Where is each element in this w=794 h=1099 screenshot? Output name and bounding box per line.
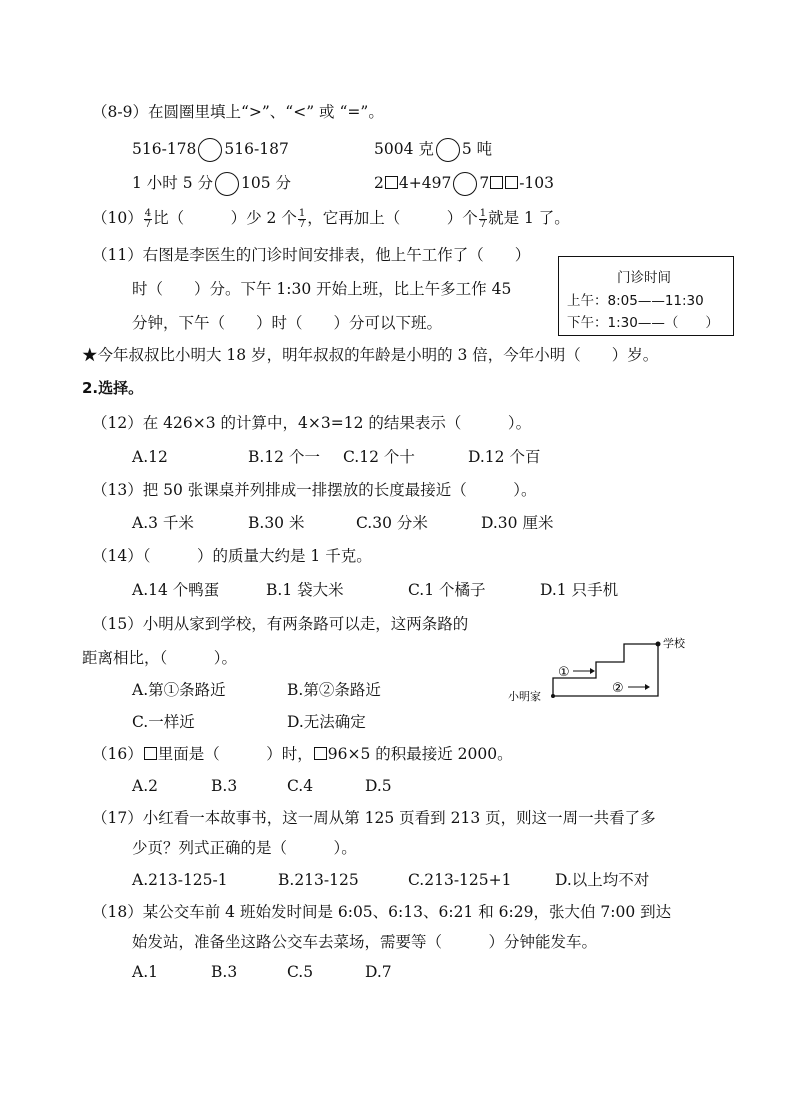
q12-stem: （12）在 426×3 的计算中，4×3=12 的结果表示（ ）。	[92, 414, 532, 432]
blank-square[interactable]	[490, 176, 503, 189]
answer-circle[interactable]	[453, 172, 477, 196]
text: 里面是（ ）时，	[157, 745, 313, 763]
q15-option-d[interactable]: D.无法确定	[287, 713, 366, 731]
q14-option-a[interactable]: A.14 个鸭蛋	[132, 581, 220, 599]
blank-square[interactable]	[505, 176, 518, 189]
school-dot	[656, 642, 661, 647]
q13-option-d[interactable]: D.30 厘米	[481, 514, 554, 532]
arrow-icon	[590, 668, 595, 674]
q11-line3: 分钟，下午（ ）时（ ）分可以下班。	[132, 314, 443, 332]
question-number: （16）	[92, 745, 143, 763]
q13-stem: （13）把 50 张课桌并列排成一排摆放的长度最接近（ ）。	[92, 481, 537, 499]
text: 96×5 的积最接近 2000。	[327, 745, 513, 763]
text: 比（ ）少 2 个	[153, 209, 297, 227]
q8-9-row2-a	[132, 172, 291, 196]
fraction: $\frac{1}{7}$	[298, 207, 306, 230]
q17-option-d[interactable]: D.以上均不对	[555, 871, 650, 889]
answer-circle[interactable]	[436, 138, 460, 162]
digit: 2	[374, 174, 384, 192]
blank-square[interactable]	[314, 747, 327, 760]
q13-option-a[interactable]: A.3 千米	[132, 514, 194, 532]
q14-option-b[interactable]: B.1 袋大米	[266, 581, 344, 599]
digit: 7	[479, 174, 490, 192]
q13-option-c[interactable]: C.30 分米	[356, 514, 428, 532]
q17-option-c[interactable]: C.213-125+1	[408, 871, 512, 889]
home-dot	[551, 694, 555, 698]
q14-option-c[interactable]: C.1 个橘子	[408, 581, 486, 599]
q16-option-b[interactable]: B.3	[211, 777, 238, 795]
compare-left: 1 小时 5 分	[132, 174, 214, 192]
q16-option-a[interactable]: A.2	[132, 777, 158, 795]
school-label: 学校	[663, 637, 685, 650]
compare-right: 105 分	[241, 174, 292, 192]
clinic-hours-table	[558, 256, 734, 336]
expr: -103	[519, 174, 555, 192]
q8-9-row1-a	[132, 138, 289, 162]
q16-stem	[92, 744, 513, 764]
star-question: ★今年叔叔比小明大 18 岁，明年叔叔的年龄是小明的 3 倍，今年小明（ ）岁。	[82, 346, 659, 364]
q18-option-d[interactable]: D.7	[365, 963, 392, 981]
q15-line1: （15）小明从家到学校，有两条路可以走，这两条路的	[92, 615, 469, 633]
q14-option-d[interactable]: D.1 只手机	[540, 581, 619, 599]
fraction: $\frac{4}{7}$	[144, 207, 152, 230]
q18-line1: （18）某公交车前 4 班始发时间是 6:05、6:13、6:21 和 6:29，张大伯 7:00 到达	[92, 903, 672, 921]
clinic-hours-title: 门诊时间	[617, 270, 671, 286]
q18-option-c[interactable]: C.5	[287, 963, 314, 981]
answer-circle[interactable]	[198, 138, 222, 162]
q12-option-c[interactable]: C.12 个十	[343, 448, 415, 466]
clinic-hours-pm: 下午：1:30——（ ）	[567, 315, 719, 331]
route-1-label: ①	[558, 665, 570, 680]
q15-option-a[interactable]: A.第①条路近	[132, 681, 226, 699]
answer-circle[interactable]	[215, 172, 239, 196]
compare-right: 5 吨	[461, 140, 493, 158]
q18-line2: 始发站，准备坐这路公交车去菜场，需要等（ ）分钟能发车。	[132, 933, 598, 951]
q17-option-a[interactable]: A.213-125-1	[132, 871, 228, 889]
q8-9-row1-b	[374, 138, 492, 162]
q15-option-b[interactable]: B.第②条路近	[287, 681, 381, 699]
q8-9-row2-b	[374, 172, 554, 196]
q8-9-title: （8-9）在圆圈里填上“>”、“<” 或 “=”。	[92, 103, 384, 121]
q12-option-b[interactable]: B.12 个一	[248, 448, 320, 466]
clinic-hours-am: 上午：8:05——11:30	[567, 293, 704, 309]
blank-square[interactable]	[385, 176, 398, 189]
q16-option-d[interactable]: D.5	[365, 777, 392, 795]
q17-line1: （17）小红看一本故事书，这一周从第 125 页看到 213 页，则这一周一共看了多	[92, 809, 656, 827]
q12-option-d[interactable]: D.12 个百	[468, 448, 541, 466]
q17-option-b[interactable]: B.213-125	[278, 871, 359, 889]
q18-option-a[interactable]: A.1	[132, 963, 158, 981]
q12-option-a[interactable]: A.12	[132, 448, 168, 466]
q10	[92, 208, 570, 230]
fraction: $\frac{1}{7}$	[479, 207, 487, 230]
route-diagram	[508, 630, 698, 710]
q15-option-c[interactable]: C.一样近	[132, 713, 195, 731]
route-2-label: ②	[612, 681, 624, 696]
q15-line2: 距离相比，（ ）。	[82, 649, 238, 667]
arrow-icon	[645, 684, 650, 690]
compare-right: 516-187	[224, 140, 289, 158]
question-number: （10）	[92, 209, 143, 227]
compare-left: 516-178	[132, 140, 197, 158]
text: 就是 1 了。	[488, 209, 570, 227]
blank-square[interactable]	[144, 747, 157, 760]
section-title: 2.选择。	[82, 379, 144, 397]
compare-left: 5004 克	[374, 140, 434, 158]
q11-line1: （11）右图是李医生的门诊时间安排表，他上午工作了（ ）	[92, 246, 531, 264]
home-label: 小明家	[508, 690, 541, 703]
q13-option-b[interactable]: B.30 米	[248, 514, 305, 532]
q18-option-b[interactable]: B.3	[211, 963, 238, 981]
q17-line2: 少页？列式正确的是（ ）。	[132, 839, 357, 857]
q14-stem: （14）（ ）的质量大约是 1 千克。	[92, 547, 372, 565]
q16-option-c[interactable]: C.4	[287, 777, 314, 795]
q11-line2: 时（ ）分。下午 1:30 开始上班，比上午多工作 45	[132, 280, 512, 298]
text: ，它再加上（ ）个	[307, 209, 478, 227]
expr: 4+497	[398, 174, 452, 192]
